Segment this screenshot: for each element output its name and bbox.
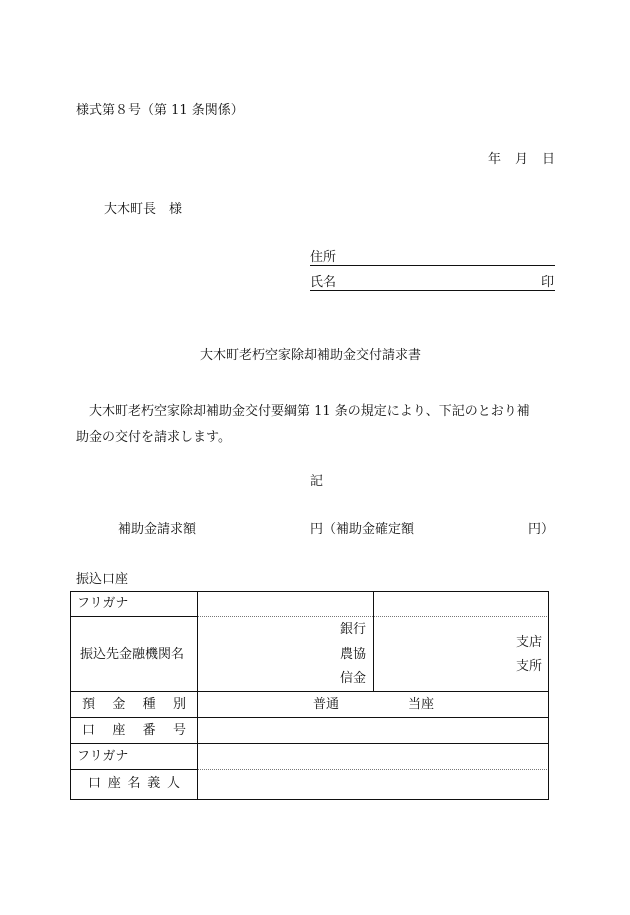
bank-account-table [70,591,549,800]
seal-mark: 印 [541,275,555,290]
account-type-current[interactable]: 当座 [408,697,435,712]
holder-furigana-input[interactable] [200,745,545,767]
table-line [70,691,549,692]
form-number: 様式第８号（第 11 条関係） [76,103,244,118]
amount-label: 補助金請求額 [118,522,197,537]
body-line-2: 助金の交付を請求します。 [76,430,231,445]
amount-yen-close: 円） [528,522,555,537]
transfer-heading: 振込口座 [76,572,129,587]
address-label: 住所 [310,250,337,265]
table-border-bottom [70,799,549,800]
label-char: 人 [166,776,180,791]
account-number-input[interactable] [200,719,545,741]
account-type-ordinary[interactable]: 普通 [313,697,340,712]
furigana-branch-input[interactable] [376,593,546,615]
branch-type-branch: 支店 [516,635,543,650]
amount-yen-confirmed: 円（補助金確定額 [310,522,415,537]
label-char: 座 [107,776,121,791]
table-divider [197,591,198,800]
table-divider [373,591,374,691]
label-char: 金 [112,697,126,712]
table-line [70,743,549,744]
body-line-1: 大木町老朽空家除却補助金交付要綱第 11 条の規定により、下記のとおり補 [89,404,530,419]
label-char: 預 [82,697,96,712]
table-line [70,769,197,770]
account-type-label [82,698,186,711]
table-border-top [70,591,549,592]
holder-furigana-label: フリガナ [77,749,129,764]
table-dotted-line [197,769,549,770]
table-border-right [548,591,549,800]
ki-heading: 記 [310,474,324,489]
furigana-label: フリガナ [77,596,129,611]
body-paragraph [76,399,554,451]
label-char: 口 [88,776,102,791]
name-label: 氏名 [310,275,337,290]
table-line [70,717,549,718]
label-char: 号 [172,723,186,738]
label-char: 座 [112,723,126,738]
bank-type-bank: 銀行 [340,622,367,637]
label-char: 名 [127,776,141,791]
addressee: 大木町長 様 [104,202,183,217]
document-title: 大木町老朽空家除却補助金交付請求書 [200,348,422,363]
label-char: 口 [82,723,96,738]
label-char: 番 [142,723,156,738]
label-char: 義 [147,776,161,791]
date-month-label: 月 [515,152,529,167]
label-char: 別 [172,697,186,712]
account-number-label [82,724,186,737]
date-day-label: 日 [542,152,556,167]
address-field-line[interactable] [310,265,555,266]
furigana-bank-input[interactable] [200,593,370,615]
account-holder-label [88,777,180,790]
bank-type-agri: 農協 [340,647,367,662]
name-field-line[interactable] [310,290,555,291]
institution-label: 振込先金融機関名 [80,647,185,662]
account-holder-input[interactable] [200,772,545,797]
date-year-label: 年 [488,152,502,167]
table-border-left [70,591,71,800]
bank-type-shinkin: 信金 [340,671,367,686]
table-line [70,616,197,617]
branch-type-office: 支所 [516,659,543,674]
label-char: 種 [142,697,156,712]
